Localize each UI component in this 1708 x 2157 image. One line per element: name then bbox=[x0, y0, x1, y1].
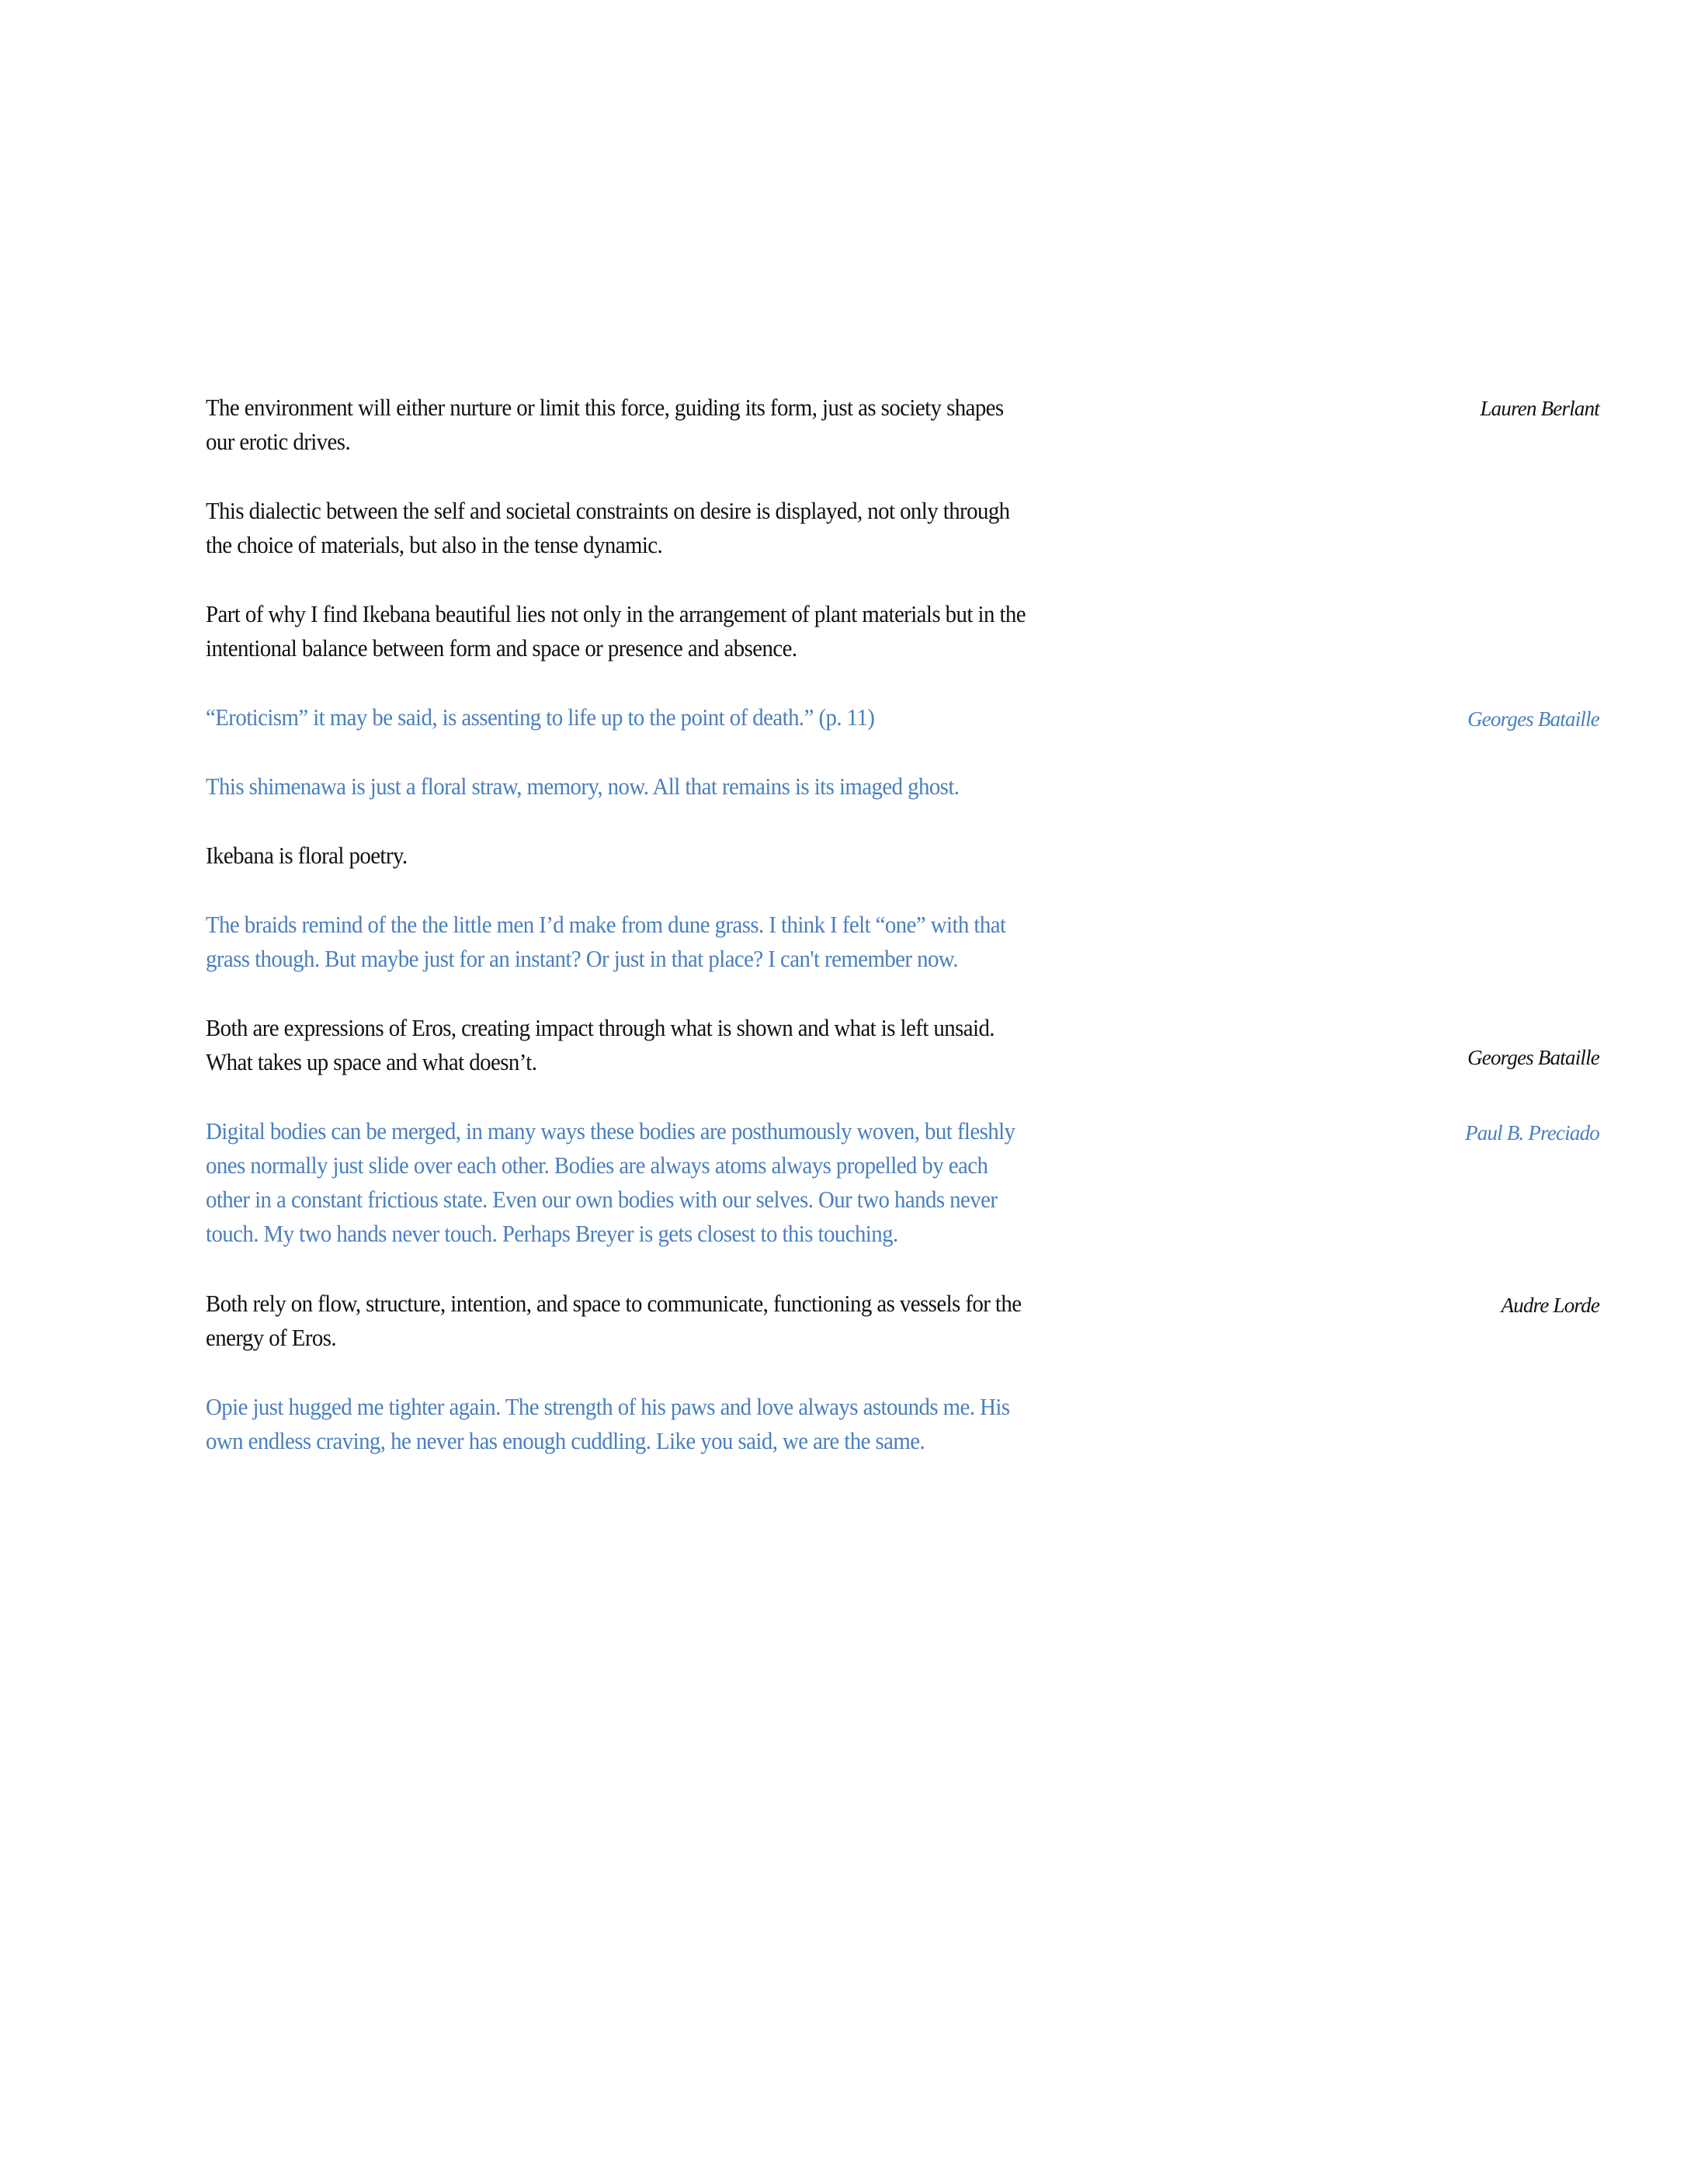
author-georges-bataille: Georges Bataille bbox=[1467, 1046, 1599, 1069]
paragraph-floral-poetry: Ikebana is floral poetry. bbox=[206, 842, 408, 869]
author-lauren-berlant: Lauren Berlant bbox=[1480, 397, 1599, 420]
paragraph-shimenawa: This shimenawa is just a floral straw, memory, now. All that remains is its imaged ghost. bbox=[206, 773, 960, 800]
paragraph-opie: Opie just hugged me tighter again. The strength of his paws and love always astounds me. His own endless craving, he never has enough cuddling. Like you said, we are the same. bbox=[206, 1393, 1010, 1454]
paragraph-flow-structure: Both rely on flow, structure, intention, and space to communicate, functioning as vessels for the energy of Eros. bbox=[206, 1290, 1022, 1351]
author-audre-lorde: Audre Lorde bbox=[1501, 1294, 1599, 1317]
paragraph-ikebana-beautiful: Part of why I find Ikebana beautiful lies not only in the arrangement of plant materials but in the intentional balance between form and space or presence and absence. bbox=[206, 600, 1026, 662]
paragraph-expressions-of-eros: Both are expressions of Eros, creating impact through what is shown and what is left unsaid. What takes up space and what doesn’t. bbox=[206, 1014, 995, 1075]
author-paul-preciado: Paul B. Preciado bbox=[1465, 1121, 1599, 1144]
paragraph-environment: The environment will either nurture or limit this force, guiding its form, just as society shapes our erotic drives. bbox=[206, 394, 1004, 455]
paragraph-eroticism-quote: “Eroticism” it may be said, is assenting to life up to the point of death.” (p. 11) bbox=[206, 703, 875, 731]
paragraph-braids: The braids remind of the the little men I’d make from dune grass. I think I felt “one” with that grass though. But maybe just for an instant? Or just in that place? I can't remember now. bbox=[206, 911, 1006, 972]
paragraph-digital-bodies: Digital bodies can be merged, in many ways these bodies are posthumously woven, but fleshly ones normally just slide over each other. Bodies are always atoms always propelled by each other in a constant frictious state. Even our own bodies with our selves. Our two hands never touch. My two hands never touch. Perhaps Breyer is gets closest to this touching. bbox=[206, 1117, 1015, 1247]
paragraph-dialectic: This dialectic between the self and societal constraints on desire is displayed, not only through the choice of materials, but also in the tense dynamic. bbox=[206, 497, 1010, 558]
author-georges-bataille-blue: Georges Bataille bbox=[1467, 707, 1599, 731]
